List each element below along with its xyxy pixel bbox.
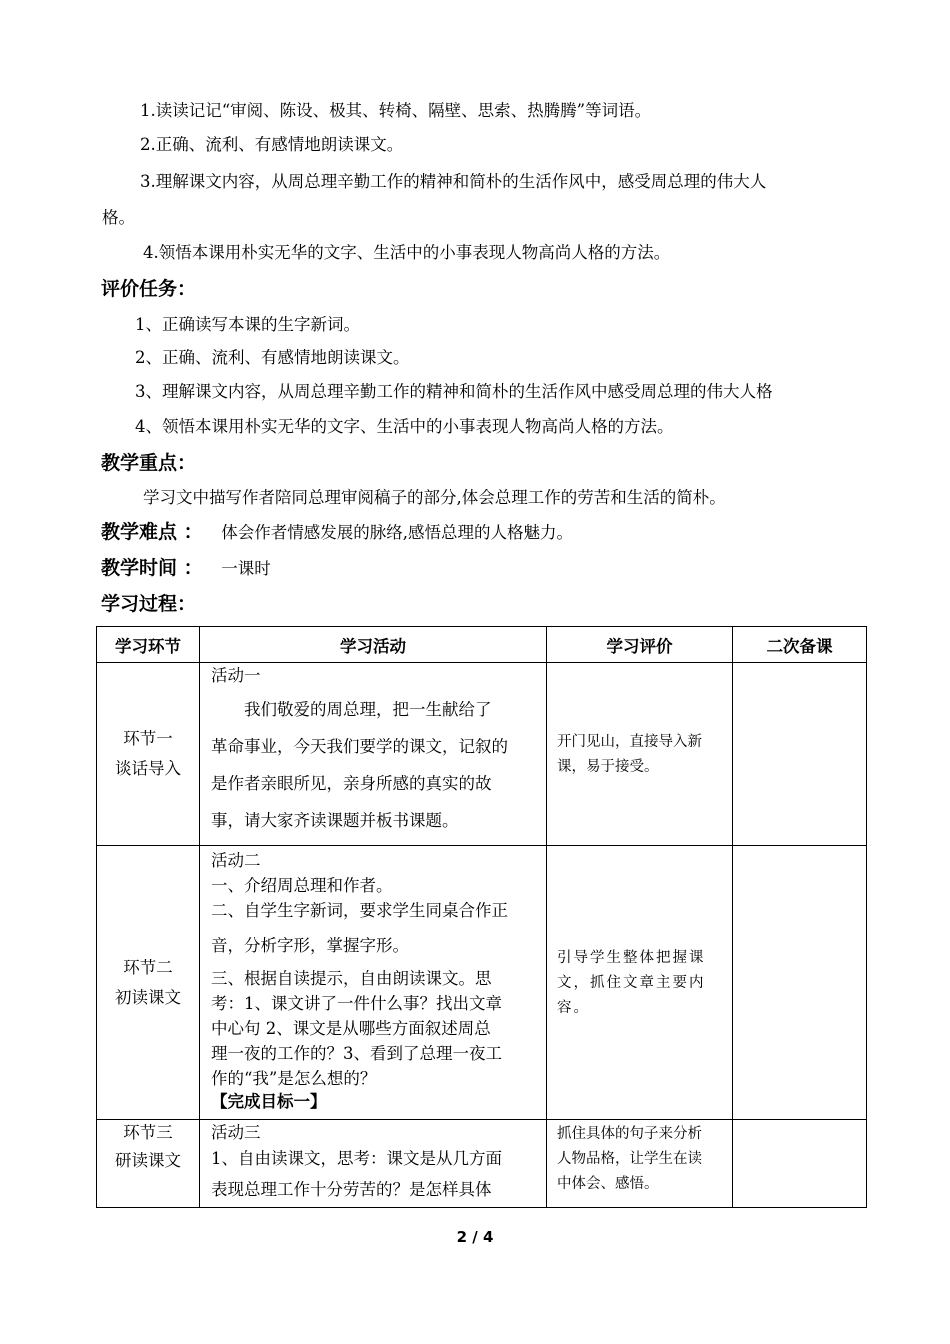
column-header: 学习环节 [97, 627, 200, 663]
evaluation-item-3: 3、理解课文内容，从周总理辛勤工作的精神和简朴的生活作风中感受周总理的伟大人格 [135, 382, 773, 401]
objective-3-cont: 格。 [102, 208, 135, 227]
key-points-heading: 教学重点： [101, 452, 197, 474]
time-line [101, 556, 271, 581]
objective-1: 1.读读记记“审阅、陈设、极其、转椅、隔壁、思索、热腾腾”等词语。 [140, 101, 652, 120]
objective-3: 3.理解课文内容，从周总理辛勤工作的精神和简朴的生活作风中，感受周总理的伟大人 [140, 172, 767, 191]
objective-4: 4.领悟本课用朴实无华的文字、生活中的小事表现人物高尚人格的方法。 [143, 243, 671, 262]
evaluation-item-2: 2、正确、流利、有感情地朗读课文。 [135, 348, 410, 367]
evaluation-line: 引导学生整体把握课 [557, 950, 706, 966]
evaluation-item-1: 1、正确读写本课的生字新词。 [135, 315, 360, 334]
activity-title: 活动三 [211, 1123, 261, 1142]
evaluation-cell [547, 846, 733, 1120]
evaluation-heading: 评价任务： [101, 278, 197, 300]
activity-line: 作的“我”是怎么想的？ [211, 1069, 377, 1088]
activity-goal: 【完成目标一】 [211, 1092, 327, 1111]
page-number: 2 / 4 [456, 1228, 494, 1246]
difficulty-line [101, 520, 573, 545]
stage-cell [97, 846, 200, 1120]
activity-cell [200, 1120, 547, 1208]
activity-line: 我们敬爱的周总理，把一生献给了 [244, 700, 492, 719]
activity-line: 一、介绍周总理和作者。 [211, 876, 393, 895]
activity-line: 三、根据自读提示，自由朗读课文。思 [211, 969, 492, 988]
evaluation-item-4: 4、领悟本课用朴实无华的文字、生活中的小事表现人物高尚人格的方法。 [135, 417, 674, 436]
evaluation-line: 课，易于接受。 [557, 759, 659, 775]
difficulty-heading: 教学难点 ： [101, 521, 203, 543]
second-prep-cell [733, 846, 867, 1120]
process-heading: 学习过程： [101, 593, 197, 615]
key-points-text: 学习文中描写作者陪同总理审阅稿子的部分,体会总理工作的劳苦和生活的简朴。 [143, 488, 726, 507]
activity-cell [200, 663, 547, 846]
table-row [97, 663, 867, 846]
evaluation-line: 开门见山，直接导入新 [557, 734, 702, 750]
column-header: 学习评价 [547, 627, 733, 663]
activity-title: 活动一 [211, 666, 261, 685]
evaluation-cell [547, 663, 733, 846]
stage-label: 环节二 [123, 957, 173, 977]
evaluation-line: 文，抓住文章主要内 [557, 975, 706, 991]
difficulty-text: 体会作者情感发展的脉络,感悟总理的人格魅力。 [221, 523, 573, 542]
stage-cell [97, 663, 200, 846]
activity-cell [200, 846, 547, 1120]
stage-label: 环节三 [123, 1123, 173, 1142]
evaluation-line: 抓住具体的句子来分析 [557, 1126, 702, 1142]
stage-label: 研读课文 [115, 1151, 181, 1170]
evaluation-line: 人物品格，让学生在读 [557, 1151, 702, 1167]
activity-line: 音，分析字形，掌握字形。 [211, 936, 409, 955]
evaluation-cell [547, 1120, 733, 1208]
column-header: 学习活动 [200, 627, 547, 663]
stage-label: 谈话导入 [115, 759, 181, 778]
evaluation-line: 容。 [557, 1000, 590, 1016]
second-prep-cell [733, 663, 867, 846]
activity-line: 1、自由读课文，思考：课文是从几方面 [211, 1149, 502, 1168]
evaluation-line: 中体会、感悟。 [557, 1176, 659, 1192]
activity-title: 活动二 [211, 851, 261, 870]
stage-label: 环节一 [123, 729, 173, 748]
stage-cell [97, 1120, 200, 1208]
table-row [97, 1120, 867, 1208]
time-heading: 教学时间 ： [101, 557, 203, 579]
activity-line: 革命事业，今天我们要学的课文，记叙的 [211, 737, 508, 756]
column-header: 二次备课 [733, 627, 867, 663]
second-prep-cell [733, 1120, 867, 1208]
activity-line: 理一夜的工作的？3、看到了总理一夜工 [211, 1044, 502, 1063]
activity-line: 考：1、课文讲了一件什么事？找出文章 [211, 994, 502, 1013]
activity-line: 是作者亲眼所见，亲身所感的真实的故 [211, 774, 492, 793]
objective-2: 2.正确、流利、有感情地朗读课文。 [140, 135, 404, 154]
stage-label: 初读课文 [115, 987, 181, 1007]
activity-line: 表现总理工作十分劳苦的？是怎样具体 [211, 1180, 492, 1199]
time-text: 一课时 [221, 559, 271, 578]
activity-line: 二、自学生字新词，要求学生同桌合作正 [211, 901, 508, 920]
activity-line: 中心句 2、课文是从哪些方面叙述周总 [211, 1019, 491, 1038]
table-row [97, 846, 867, 1120]
activity-line: 事，请大家齐读课题并板书课题。 [211, 811, 459, 830]
process-table [96, 626, 867, 1208]
table-header-row [97, 627, 867, 663]
